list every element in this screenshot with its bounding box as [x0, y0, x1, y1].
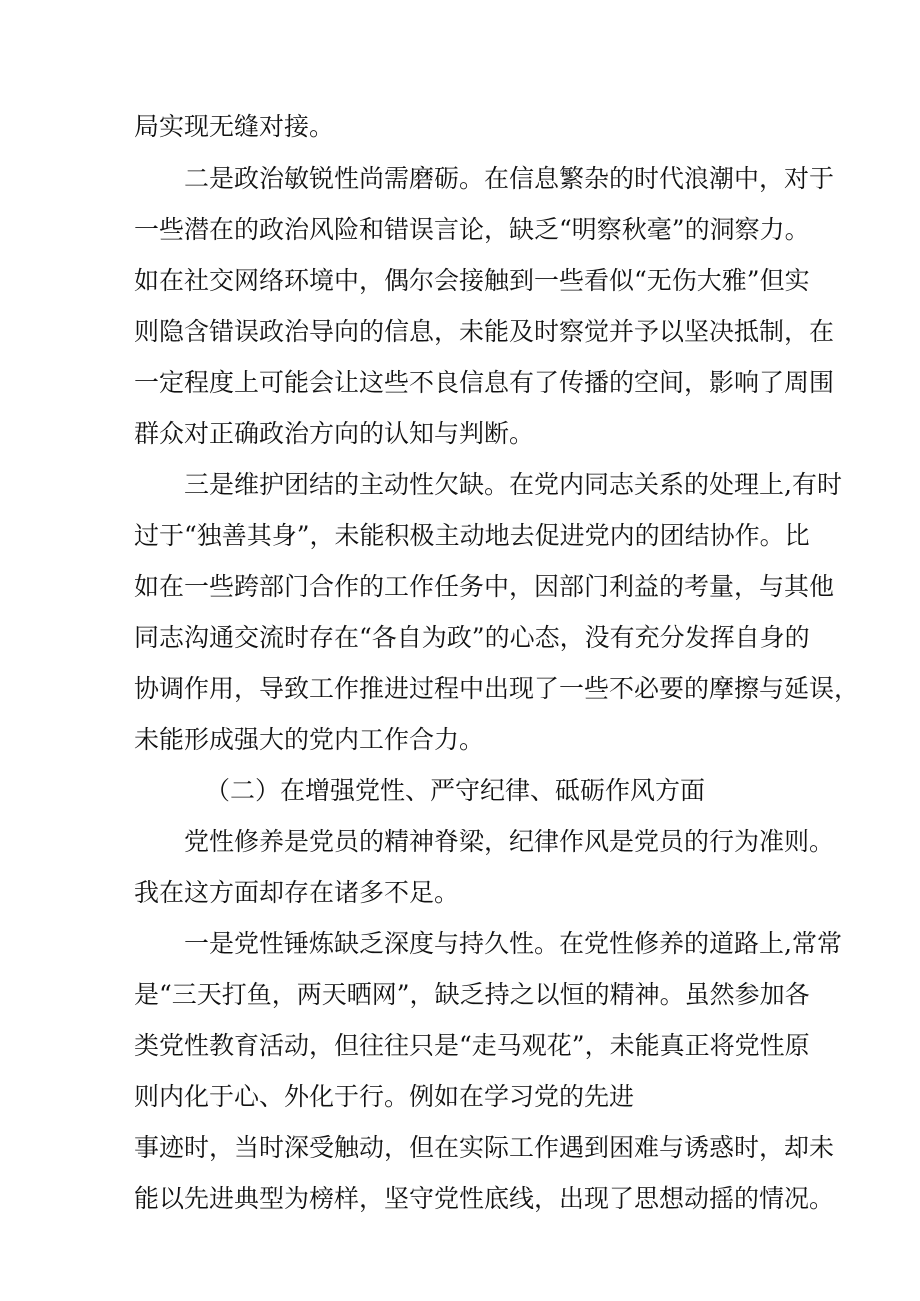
paragraph-line: 是“三天打鱼，两天晒网”，缺乏持之以恒的精神。虽然参加各: [134, 980, 810, 1009]
paragraph-line: 三是维护团结的主动性欠缺。在党内同志关系的处理上,有时: [184, 470, 842, 499]
paragraph-line: 局实现无缝对接。: [134, 112, 335, 141]
paragraph-line: 则内化于心、外化于行。例如在学习党的先进: [134, 1082, 635, 1111]
paragraph-line: 党性修养是党员的精神脊梁，纪律作风是党员的行为准则。: [184, 827, 835, 856]
paragraph-line: 未能形成强大的党内工作合力。: [134, 725, 485, 754]
paragraph-line: 一定程度上可能会让这些不良信息有了传播的空间，影响了周围: [134, 368, 835, 397]
paragraph-line: 二是政治敏锐性尚需磨砺。在信息繁杂的时代浪潮中，对于: [184, 164, 835, 193]
paragraph-line: 则隐含错误政治导向的信息，未能及时察觉并予以坚决抵制，在: [134, 317, 835, 346]
paragraph-line: 如在社交网络环境中，偶尔会接触到一些看似“无伤大雅”但实: [134, 266, 810, 295]
paragraph-line: 一是党性锤炼缺乏深度与持久性。在党性修养的道路上,常常: [184, 929, 842, 958]
paragraph-line: 如在一些跨部门合作的工作任务中，因部门利益的考量，与其他: [134, 572, 835, 601]
paragraph-line: 一些潜在的政治风险和错误言论，缺乏“明察秋毫”的洞察力。: [134, 215, 810, 244]
paragraph-line: 同志沟通交流时存在“各自为政”的心态，没有充分发挥自身的: [134, 623, 810, 652]
paragraph-line: 群众对正确政治方向的认知与判断。: [134, 419, 535, 448]
paragraph-line: 我在这方面却存在诸多不足。: [134, 878, 460, 907]
paragraph-line: 能以先进典型为榜样，坚守党性底线，出现了思想动摇的情况。: [134, 1184, 835, 1213]
paragraph-line: 过于“独善其身”，未能积极主动地去促进党内的团结协作。比: [134, 521, 810, 550]
paragraph-line: 事迹时，当时深受触动，但在实际工作遇到困难与诱惑时，却未: [134, 1133, 835, 1162]
paragraph-line: 类党性教育活动，但往往只是“走马观花”，未能真正将党性原: [134, 1031, 810, 1060]
section-heading: （二）在增强党性、严守纪律、砥砺作风方面: [205, 776, 706, 805]
paragraph-line: 协调作用，导致工作推进过程中出现了一些不必要的摩擦与延误，: [134, 674, 860, 703]
